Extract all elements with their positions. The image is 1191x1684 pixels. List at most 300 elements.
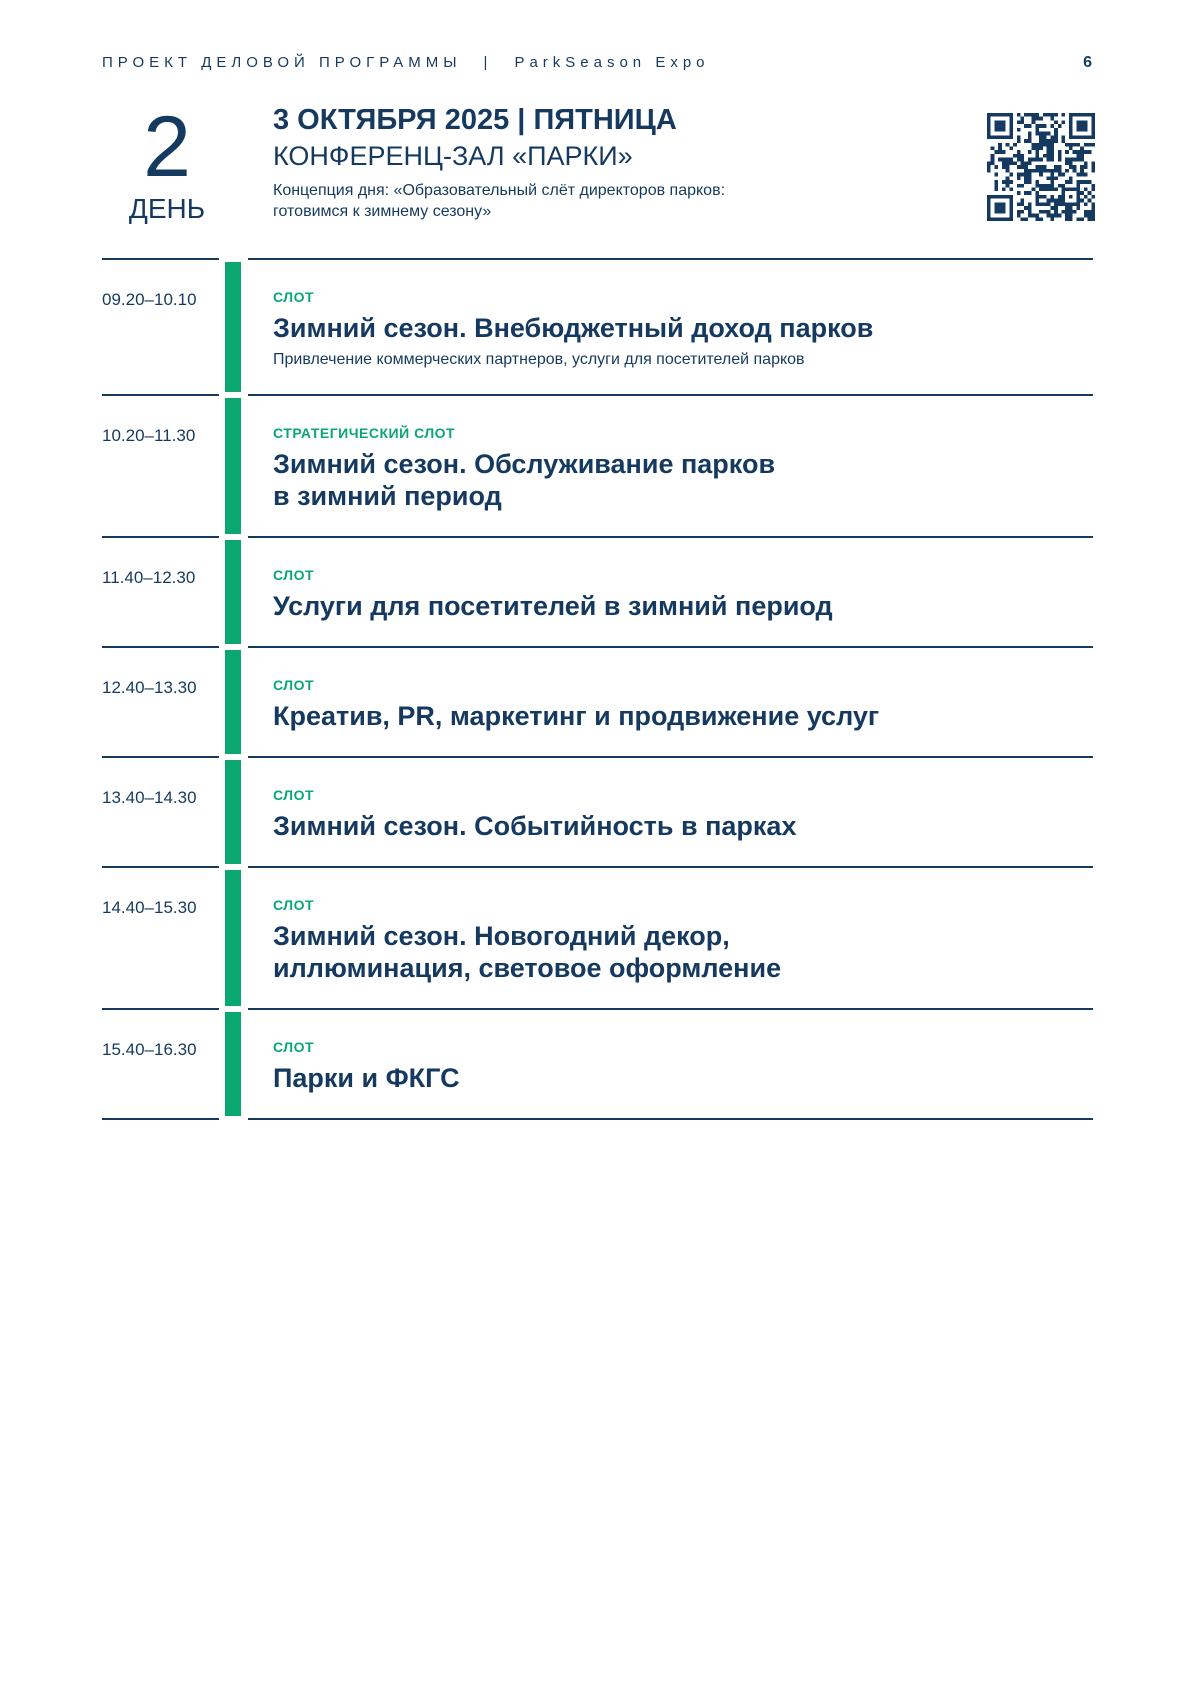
slot-time: 12.40–13.30 bbox=[102, 678, 197, 697]
slot-kind: СЛОТ bbox=[273, 1039, 315, 1055]
qr-module bbox=[1061, 202, 1065, 206]
qr-module bbox=[1058, 150, 1062, 154]
qr-module bbox=[1047, 210, 1051, 214]
qr-module bbox=[1065, 161, 1069, 165]
qr-module bbox=[991, 154, 995, 158]
qr-module bbox=[1028, 206, 1032, 210]
qr-module bbox=[1061, 210, 1065, 214]
qr-module bbox=[1084, 113, 1088, 117]
qr-module bbox=[1084, 124, 1088, 128]
schedule-row bbox=[102, 258, 1093, 394]
qr-module bbox=[1058, 165, 1062, 169]
qr-module bbox=[994, 113, 998, 117]
qr-module bbox=[994, 173, 998, 177]
qr-module bbox=[1084, 214, 1088, 218]
slot-topic: Парки и ФКГС bbox=[273, 1063, 460, 1093]
qr-module bbox=[1076, 173, 1080, 177]
qr-module bbox=[1069, 165, 1073, 169]
qr-module bbox=[1035, 217, 1039, 221]
qr-module bbox=[1017, 150, 1021, 154]
qr-module bbox=[1080, 158, 1084, 162]
qr-module bbox=[1002, 210, 1006, 214]
qr-module bbox=[987, 135, 991, 139]
qr-module bbox=[1080, 150, 1084, 154]
qr-module bbox=[1021, 165, 1025, 169]
qr-module bbox=[1032, 143, 1036, 147]
qr-module bbox=[1002, 158, 1006, 162]
qr-module bbox=[1058, 173, 1062, 177]
slot-topic: Зимний сезон. Событийность в парках bbox=[273, 811, 797, 841]
slot-kind: СЛОТ bbox=[273, 567, 315, 583]
qr-module bbox=[1043, 124, 1047, 128]
qr-module bbox=[1043, 135, 1047, 139]
date-line: 3 ОКТЯБРЯ 2025 | ПЯТНИЦА bbox=[273, 104, 677, 136]
qr-module bbox=[1084, 195, 1088, 199]
qr-module bbox=[1039, 135, 1043, 139]
qr-module bbox=[1080, 165, 1084, 169]
qr-module bbox=[1043, 184, 1047, 188]
qr-module bbox=[1009, 173, 1013, 177]
qr-module bbox=[1058, 154, 1062, 158]
qr-module bbox=[1050, 214, 1054, 218]
qr-module bbox=[1088, 150, 1092, 154]
qr-module bbox=[1021, 158, 1025, 162]
day-concept bbox=[273, 180, 893, 222]
qr-module bbox=[1088, 191, 1092, 195]
qr-module bbox=[1047, 202, 1051, 206]
qr-module bbox=[1009, 128, 1013, 132]
qr-module bbox=[1076, 158, 1080, 162]
qr-module bbox=[1024, 161, 1028, 165]
qr-module bbox=[991, 195, 995, 199]
slot-topic: Услуги для посетителей в зимний период bbox=[273, 591, 833, 621]
qr-module bbox=[1039, 117, 1043, 121]
qr-module bbox=[1058, 199, 1062, 203]
qr-module bbox=[1006, 180, 1010, 184]
qr-module bbox=[998, 120, 1002, 124]
qr-module bbox=[994, 184, 998, 188]
qr-module bbox=[1006, 169, 1010, 173]
qr-module bbox=[1054, 210, 1058, 214]
qr-module bbox=[1050, 113, 1054, 117]
qr-module bbox=[1065, 210, 1069, 214]
slot-topic-line-2: иллюминация, световое оформление bbox=[273, 953, 782, 983]
qr-module bbox=[1017, 165, 1021, 169]
row-divider-left bbox=[102, 536, 219, 538]
qr-module bbox=[1017, 202, 1021, 206]
row-divider-left bbox=[102, 646, 219, 648]
qr-module bbox=[987, 206, 991, 210]
qr-module bbox=[1013, 161, 1017, 165]
qr-module bbox=[1009, 187, 1013, 191]
row-divider-left bbox=[102, 866, 219, 868]
schedule-end-divider-left bbox=[102, 1118, 219, 1120]
qr-module bbox=[1054, 135, 1058, 139]
qr-module bbox=[1047, 143, 1051, 147]
qr-module bbox=[1091, 214, 1095, 218]
qr-module bbox=[987, 217, 991, 221]
qr-module bbox=[1032, 158, 1036, 162]
slot-content bbox=[273, 676, 1073, 732]
qr-module bbox=[1006, 195, 1010, 199]
qr-module bbox=[1061, 191, 1065, 195]
qr-module bbox=[1035, 147, 1039, 151]
qr-module bbox=[1065, 187, 1069, 191]
qr-module bbox=[1032, 147, 1036, 151]
qr-module bbox=[998, 143, 1002, 147]
qr-module bbox=[1009, 124, 1013, 128]
slot-topic: Зимний сезон. Внебюджетный доход парков bbox=[273, 313, 874, 343]
row-divider-right bbox=[248, 646, 1093, 648]
qr-module bbox=[1035, 132, 1039, 136]
qr-module bbox=[1061, 120, 1065, 124]
qr-module bbox=[1076, 143, 1080, 147]
qr-module bbox=[1024, 169, 1028, 173]
qr-module bbox=[1069, 147, 1073, 151]
qr-module bbox=[1043, 139, 1047, 143]
qr-module bbox=[1009, 210, 1013, 214]
qr-module bbox=[1039, 202, 1043, 206]
qr-module bbox=[1084, 128, 1088, 132]
qr-module bbox=[1080, 147, 1084, 151]
qr-module bbox=[1050, 173, 1054, 177]
qr-module bbox=[1050, 195, 1054, 199]
qr-module bbox=[1069, 206, 1073, 210]
qr-module bbox=[1080, 120, 1084, 124]
slot-accent-bar bbox=[225, 262, 241, 392]
qr-module bbox=[1002, 135, 1006, 139]
qr-module bbox=[1076, 124, 1080, 128]
qr-module bbox=[1028, 135, 1032, 139]
slot-kind: СЛОТ bbox=[273, 677, 315, 693]
qr-module bbox=[1073, 143, 1077, 147]
qr-module bbox=[998, 128, 1002, 132]
qr-module bbox=[1091, 210, 1095, 214]
qr-code-icon[interactable] bbox=[987, 113, 1095, 221]
qr-module bbox=[1043, 210, 1047, 214]
qr-module bbox=[1035, 128, 1039, 132]
qr-module bbox=[1088, 135, 1092, 139]
qr-module bbox=[1091, 165, 1095, 169]
slot-topic bbox=[273, 448, 1073, 512]
qr-module bbox=[1039, 143, 1043, 147]
qr-module bbox=[1076, 195, 1080, 199]
slot-content bbox=[273, 288, 1073, 370]
qr-module bbox=[1024, 124, 1028, 128]
qr-module bbox=[1058, 195, 1062, 199]
qr-module bbox=[994, 135, 998, 139]
qr-module bbox=[1054, 214, 1058, 218]
title-block bbox=[273, 102, 973, 222]
qr-module bbox=[1028, 139, 1032, 143]
slot-content bbox=[273, 566, 1073, 622]
slot-description: Привлечение коммерческих партнеров, услуги для посетителей парков bbox=[273, 351, 805, 368]
qr-module bbox=[1017, 128, 1021, 132]
qr-module bbox=[1047, 139, 1051, 143]
qr-module bbox=[1021, 161, 1025, 165]
qr-module bbox=[1061, 135, 1065, 139]
qr-module bbox=[1050, 217, 1054, 221]
qr-module bbox=[1047, 184, 1051, 188]
qr-module bbox=[987, 169, 991, 173]
slot-topic bbox=[273, 920, 1073, 984]
qr-module bbox=[1088, 199, 1092, 203]
qr-module bbox=[1043, 202, 1047, 206]
qr-module bbox=[1021, 117, 1025, 121]
qr-module bbox=[1047, 169, 1051, 173]
qr-module bbox=[1058, 124, 1062, 128]
qr-module bbox=[1006, 158, 1010, 162]
qr-module bbox=[1050, 143, 1054, 147]
qr-module bbox=[1009, 206, 1013, 210]
header-separator: | bbox=[483, 54, 493, 71]
qr-module bbox=[1035, 214, 1039, 218]
qr-module bbox=[1009, 217, 1013, 221]
qr-module bbox=[1009, 199, 1013, 203]
slot-accent-bar bbox=[225, 398, 241, 534]
qr-module bbox=[1043, 165, 1047, 169]
qr-module bbox=[1084, 187, 1088, 191]
qr-module bbox=[1002, 180, 1006, 184]
qr-module bbox=[1091, 217, 1095, 221]
qr-module bbox=[1061, 139, 1065, 143]
qr-module bbox=[991, 161, 995, 165]
qr-module bbox=[1006, 113, 1010, 117]
qr-module bbox=[1039, 165, 1043, 169]
qr-module bbox=[1021, 173, 1025, 177]
slot-topic-line-1: Зимний сезон. Обслуживание парков bbox=[273, 449, 776, 479]
qr-module bbox=[1050, 150, 1054, 154]
qr-module bbox=[1017, 214, 1021, 218]
slot-topic: Креатив, PR, маркетинг и продвижение услуг bbox=[273, 701, 880, 731]
slot-accent-bar bbox=[225, 1012, 241, 1116]
qr-module bbox=[1084, 120, 1088, 124]
qr-module bbox=[1028, 173, 1032, 177]
qr-module bbox=[1002, 120, 1006, 124]
qr-module bbox=[1076, 128, 1080, 132]
qr-module bbox=[1035, 117, 1039, 121]
qr-module bbox=[1028, 113, 1032, 117]
qr-module bbox=[1035, 150, 1039, 154]
qr-module bbox=[1073, 165, 1077, 169]
qr-module bbox=[1035, 191, 1039, 195]
qr-module bbox=[1035, 143, 1039, 147]
qr-module bbox=[1091, 113, 1095, 117]
qr-module bbox=[1088, 210, 1092, 214]
qr-module bbox=[1050, 139, 1054, 143]
slot-kind: СЛОТ bbox=[273, 897, 315, 913]
qr-module bbox=[1035, 184, 1039, 188]
qr-module bbox=[1024, 180, 1028, 184]
qr-module bbox=[994, 150, 998, 154]
qr-module bbox=[1073, 210, 1077, 214]
qr-module bbox=[998, 147, 1002, 151]
qr-module bbox=[1054, 176, 1058, 180]
schedule-row bbox=[102, 536, 1093, 646]
qr-module bbox=[1080, 124, 1084, 128]
slot-accent-bar bbox=[225, 540, 241, 644]
qr-module bbox=[1080, 169, 1084, 173]
qr-module bbox=[1091, 187, 1095, 191]
qr-module bbox=[1050, 180, 1054, 184]
qr-module bbox=[1002, 202, 1006, 206]
qr-module bbox=[998, 113, 1002, 117]
page-number: 6 bbox=[1083, 54, 1092, 71]
qr-module bbox=[1084, 161, 1088, 165]
qr-module bbox=[1050, 169, 1054, 173]
slot-time: 11.40–12.30 bbox=[102, 568, 196, 587]
qr-module bbox=[1088, 143, 1092, 147]
qr-module bbox=[1035, 124, 1039, 128]
slot-content bbox=[273, 786, 1073, 842]
qr-module bbox=[1047, 176, 1051, 180]
qr-module bbox=[1047, 113, 1051, 117]
header-left bbox=[102, 54, 710, 71]
qr-module bbox=[1084, 210, 1088, 214]
qr-module bbox=[987, 199, 991, 203]
qr-module bbox=[1088, 113, 1092, 117]
qr-module bbox=[994, 120, 998, 124]
qr-module bbox=[1009, 113, 1013, 117]
qr-module bbox=[1050, 184, 1054, 188]
qr-module bbox=[1032, 113, 1036, 117]
qr-module bbox=[1009, 120, 1013, 124]
qr-module bbox=[1091, 135, 1095, 139]
qr-module bbox=[1050, 154, 1054, 158]
qr-module bbox=[1024, 176, 1028, 180]
qr-module bbox=[1054, 113, 1058, 117]
qr-module bbox=[1021, 199, 1025, 203]
qr-module bbox=[998, 206, 1002, 210]
qr-module bbox=[1073, 202, 1077, 206]
qr-module bbox=[1002, 113, 1006, 117]
qr-module bbox=[987, 113, 991, 117]
qr-module bbox=[1069, 214, 1073, 218]
qr-module bbox=[1043, 154, 1047, 158]
qr-module bbox=[1084, 150, 1088, 154]
qr-module bbox=[1035, 195, 1039, 199]
qr-module bbox=[1009, 161, 1013, 165]
qr-module bbox=[1017, 154, 1021, 158]
qr-module bbox=[1017, 173, 1021, 177]
qr-module bbox=[1002, 128, 1006, 132]
qr-module bbox=[1047, 187, 1051, 191]
qr-module bbox=[1091, 195, 1095, 199]
qr-module bbox=[1069, 202, 1073, 206]
qr-module bbox=[1091, 120, 1095, 124]
qr-module bbox=[1069, 187, 1073, 191]
qr-module bbox=[1043, 113, 1047, 117]
qr-module bbox=[1080, 180, 1084, 184]
qr-module bbox=[1054, 187, 1058, 191]
hall-name: КОНФЕРЕНЦ-ЗАЛ «ПАРКИ» bbox=[273, 141, 633, 171]
qr-module bbox=[1061, 173, 1065, 177]
qr-module bbox=[1009, 214, 1013, 218]
day-word: ДЕНЬ bbox=[128, 193, 206, 224]
slot-time: 14.40–15.30 bbox=[102, 898, 197, 917]
qr-module bbox=[987, 124, 991, 128]
qr-module bbox=[1073, 158, 1077, 162]
qr-module bbox=[1035, 165, 1039, 169]
qr-module bbox=[1091, 161, 1095, 165]
qr-module bbox=[1080, 217, 1084, 221]
qr-module bbox=[1069, 135, 1073, 139]
qr-module bbox=[1032, 117, 1036, 121]
qr-module bbox=[1076, 154, 1080, 158]
row-divider-right bbox=[248, 756, 1093, 758]
day-block bbox=[102, 99, 232, 224]
qr-module bbox=[1080, 113, 1084, 117]
slot-content bbox=[273, 1038, 1073, 1094]
slot-time: 13.40–14.30 bbox=[102, 788, 197, 807]
qr-module bbox=[1069, 124, 1073, 128]
qr-module bbox=[1028, 180, 1032, 184]
slot-time: 10.20–11.30 bbox=[102, 426, 196, 445]
qr-module bbox=[1035, 180, 1039, 184]
qr-module bbox=[1006, 217, 1010, 221]
qr-module bbox=[1050, 199, 1054, 203]
qr-module bbox=[998, 150, 1002, 154]
qr-module bbox=[1073, 113, 1077, 117]
qr-module bbox=[998, 195, 1002, 199]
program-label: ПРОЕКТ ДЕЛОВОЙ ПРОГРАММЫ bbox=[102, 54, 462, 71]
qr-module bbox=[1058, 158, 1062, 162]
event-name: ParkSeason Expo bbox=[514, 54, 710, 71]
slot-accent-bar bbox=[225, 760, 241, 864]
qr-module bbox=[1088, 214, 1092, 218]
qr-module bbox=[1021, 217, 1025, 221]
qr-module bbox=[1069, 113, 1073, 117]
qr-module bbox=[1065, 206, 1069, 210]
qr-module bbox=[1069, 161, 1073, 165]
qr-module bbox=[1013, 154, 1017, 158]
qr-module bbox=[1076, 187, 1080, 191]
qr-module bbox=[1065, 180, 1069, 184]
qr-module bbox=[1028, 161, 1032, 165]
qr-module bbox=[1054, 139, 1058, 143]
qr-module bbox=[987, 210, 991, 214]
qr-module bbox=[1043, 169, 1047, 173]
qr-module bbox=[1009, 180, 1013, 184]
qr-module bbox=[994, 202, 998, 206]
day-number: 2 bbox=[143, 99, 191, 195]
qr-module bbox=[1069, 117, 1073, 121]
qr-module bbox=[1065, 150, 1069, 154]
qr-module bbox=[1058, 184, 1062, 188]
qr-module bbox=[1080, 191, 1084, 195]
slot-accent-bar bbox=[225, 870, 241, 1006]
qr-module bbox=[1002, 150, 1006, 154]
qr-module bbox=[1076, 199, 1080, 203]
qr-module bbox=[1065, 143, 1069, 147]
qr-module bbox=[1061, 113, 1065, 117]
qr-module bbox=[1043, 187, 1047, 191]
qr-module bbox=[987, 128, 991, 132]
qr-module bbox=[1047, 150, 1051, 154]
qr-module bbox=[1013, 143, 1017, 147]
slot-topic-line-1: Зимний сезон. Новогодний декор, bbox=[273, 921, 730, 951]
row-divider-right bbox=[248, 866, 1093, 868]
qr-module bbox=[987, 117, 991, 121]
row-divider-left bbox=[102, 756, 219, 758]
qr-module bbox=[994, 165, 998, 169]
qr-module bbox=[998, 124, 1002, 128]
slot-kind: СЛОТ bbox=[273, 787, 315, 803]
qr-module bbox=[1047, 147, 1051, 151]
qr-module bbox=[1039, 173, 1043, 177]
qr-module bbox=[1050, 147, 1054, 151]
qr-module bbox=[1002, 124, 1006, 128]
